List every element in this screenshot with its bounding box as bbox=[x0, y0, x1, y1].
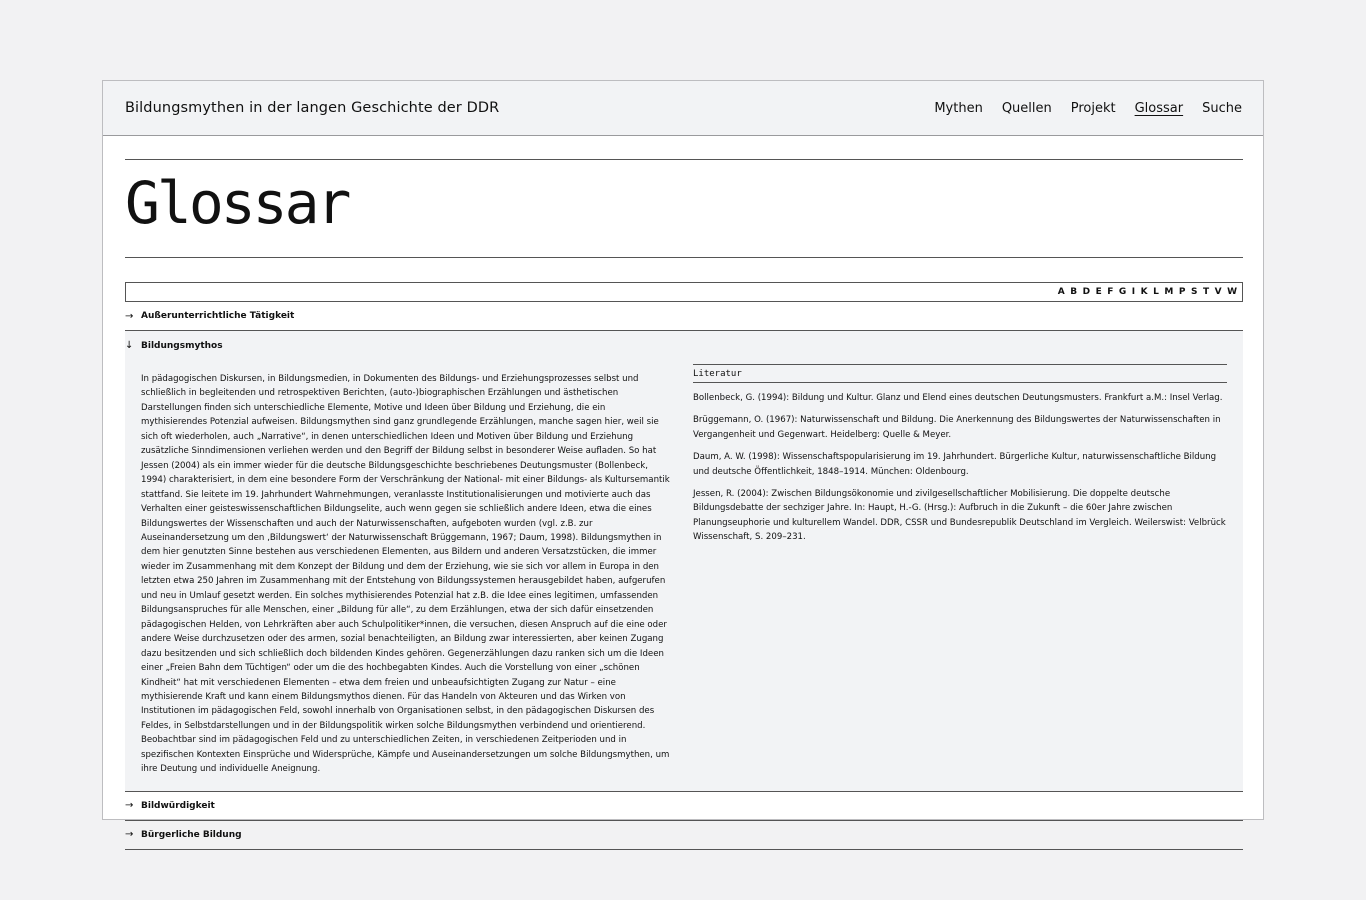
alphabet-letter[interactable]: F bbox=[1107, 287, 1114, 297]
entry-label: Bürgerliche Bildung bbox=[141, 829, 242, 840]
literature-item: Bollenbeck, G. (1994): Bildung und Kultur. Glanz und Elend eines deutschen Deutungsmusters. Frankfurt a.M.: Insel Verlag. bbox=[693, 393, 1223, 403]
site-title[interactable]: Bildungsmythen in der langen Geschichte der DDR bbox=[125, 100, 500, 116]
entry-label: Bildwürdigkeit bbox=[141, 800, 215, 811]
nav-projekt[interactable]: Projekt bbox=[1070, 100, 1116, 116]
glossary-entry[interactable] bbox=[125, 821, 1243, 850]
glossary-entry[interactable] bbox=[125, 302, 1243, 331]
arrow-right-icon: → bbox=[125, 800, 134, 812]
entry-body bbox=[125, 360, 1243, 791]
entry-definition: In pädagogischen Diskursen, in Bildungsmedien, in Dokumenten des Bildungs- und Erziehungsprozesses selbst und schließlich in begleitenden und retrospektiven Berichten, (auto-)biographischen Erzählungen und ästhetischen Darstellungen finden sich unterschiedliche Elemente, Motive und Ideen über Bildung und Erziehung, die ein mythisierendes Potenzial aufweisen. Bildungsmythen sind ganz grundlegende Erzählungen, manche sagen hier, weil sie sich oft wiederholen, auch „Narrative“, in denen unterschiedlichen Ideen und Motiven über Bildung und Erziehung zusätzliche Sinndimensionen verliehen werden und den Begriff der Bildung selbst in besonderer Weise aufladen. So hat Jessen (2004) als ein immer wieder für die deutsche Bildungsgeschichte beschriebenes Deutungsmuster (Bollenbeck, 1994) charakterisiert, in dem eine besondere Form der Verschränkung der National- mit einer Bildungs- als Kultursemantik stattfand. Sie leitete im 19. Jahrhundert Wahrnehmungen, veranlasste Institutionalisierungen und motivierte auch das Verhalten einer geisteswissenschaftlichen Bildungselite, auch wenn gegen sie schließlich andere Ideen, etwa die eines Bildungswertes der Wissenschaften und auch der Naturwissenschaften, aufgeboten wurden (vgl. z.B. zur Auseinandersetzung um den ‚Bildungswert‘ der Naturwissenschaft Brüggemann, 1967; Daum, 1998). Bildungsmythen in dem hier genutzten Sinne bestehen aus verschiedenen Elementen, aus Bildern und anderen Versatzstücken, die immer wieder im Zusammenhang mit dem Konzept der Bildung und dem der Erziehung, wie sie sich vor allem in Europa in den letzten etwa 250 Jahren im Zusammenhang mit der Entstehung von Bildungssystemen herausgebildet haben, aufgerufen und neu in Umlauf gesetzt werden. Ein solches mythisierendes Potenzial hat z.B. die Idee eines legitimen, umfassenden Bildungsanspruches für alle Menschen, einer „Bildung für alle“, zu dem Erzählungen, etwa der sich dafür einsetzenden pädagogischen Helden, von Lehrkräften aber auch Schulpolitiker*innen, die versuchen, diesen Anspruch auf die eine oder andere Weise durchzusetzen oder des armen, sozial benachteiligten, an Bildung zwar interessierten, aber keinen Zugang dazu besitzenden und sich schließlich doch bildenden Kindes gehören. Gegenerzählungen dazu ranken sich um die Ideen einer „Freien Bahn dem Tüchtigen“ oder um die des hochbegabten Kindes. Auch die Vorstellung von einer „schönen Kindheit“ hat mit verschiedenen Elementen – etwa dem freien und unbeaufsichtigten Zugang zur Natur – eine mythisierende Kraft und kann einem Bildungsmythos dienen. Für das Handeln von Akteuren und das Wirken von Institutionen im pädagogischen Feld, sowohl innerhalb von Organisationen selbst, in den pädagogischen Diskursen des Feldes, in Selbstdarstellungen und in der Bildungspolitik wirken solche Bildungsmythen verbindend und orientierend. Beobachtbar sind im pädagogischen Feld und zu unterschiedlichen Zeiten, in verschiedenen Zeitperioden und in spezifischen Kontexten Einsprüche und Widersprüche, Kämpfe und Auseinandersetzungen um solche Bildungsmythen, um ihre Deutung und individuelle Aneignung. bbox=[141, 374, 670, 775]
alphabet-letter[interactable]: T bbox=[1202, 287, 1210, 297]
site-header bbox=[103, 81, 1263, 136]
glossary-entry-expanded bbox=[125, 331, 1243, 792]
main-content bbox=[103, 159, 1263, 850]
alphabet-letter[interactable]: G bbox=[1118, 287, 1127, 297]
nav-glossar[interactable]: Glossar bbox=[1134, 100, 1184, 116]
alphabet-letter[interactable]: W bbox=[1227, 287, 1237, 297]
glossary-entry[interactable] bbox=[125, 792, 1243, 821]
alphabet-letter[interactable]: I bbox=[1131, 287, 1136, 297]
nav-suche[interactable]: Suche bbox=[1202, 100, 1242, 116]
browser-frame bbox=[102, 80, 1264, 841]
page-title: Glossar bbox=[125, 169, 349, 237]
arrow-down-icon: ↓ bbox=[125, 340, 134, 351]
arrow-right-icon: → bbox=[125, 829, 134, 841]
nav-mythen[interactable]: Mythen bbox=[934, 100, 983, 116]
entry-label: Bildungsmythos bbox=[141, 340, 223, 351]
alphabet-letter[interactable]: A bbox=[1057, 287, 1065, 297]
alphabet-letter[interactable]: M bbox=[1164, 287, 1174, 297]
alphabet-letter[interactable]: K bbox=[1140, 287, 1148, 297]
literature-item: Brüggemann, O. (1967): Naturwissenschaft und Bildung. Die Anerkennung des Bildungswertes der Naturwissenschaften in Vergangenheit und Gegenwart. Heidelberg: Quelle & Meyer. bbox=[693, 415, 1221, 440]
literature-section bbox=[693, 360, 1227, 777]
alphabet-letter[interactable]: P bbox=[1178, 287, 1186, 297]
main-nav bbox=[934, 101, 1242, 116]
title-block bbox=[125, 159, 1243, 258]
alphabet-letter[interactable]: L bbox=[1153, 287, 1159, 297]
literature-heading: Literatur bbox=[693, 364, 1227, 383]
entry-label: Außerunterrichtliche Tätigkeit bbox=[141, 311, 295, 321]
alphabet-letter[interactable]: E bbox=[1095, 287, 1102, 297]
alphabet-index bbox=[125, 282, 1243, 302]
alphabet-letter[interactable]: D bbox=[1082, 287, 1091, 297]
alphabet-letter[interactable]: B bbox=[1070, 287, 1078, 297]
nav-quellen[interactable]: Quellen bbox=[1001, 100, 1052, 116]
literature-item: Jessen, R. (2004): Zwischen Bildungsökonomie und zivilgesellschaftlicher Mobilisierung. Die doppelte deutsche Bildungsdebatte der sechziger Jahre. In: Haupt, H.-G. (Hrsg.): Aufbruch in die Zukunft – die 60er Jahre zwischen Planungseuphorie und kulturellem Wandel. DDR, CSSR und Bundesrepublik Deutschland im Vergleich. Weilerswist: Velbrück Wissenschaft, S. 209–231. bbox=[693, 489, 1226, 543]
glossary-entry[interactable] bbox=[125, 331, 1243, 360]
alphabet-letter[interactable]: S bbox=[1190, 287, 1198, 297]
literature-item: Daum, A. W. (1998): Wissenschaftspopularisierung im 19. Jahrhundert. Bürgerliche Kultur, naturwissenschaftliche Bildung und deutsche Öffentlichkeit, 1848–1914. München: Oldenbourg. bbox=[693, 452, 1217, 477]
alphabet-letter[interactable]: V bbox=[1214, 287, 1222, 297]
arrow-right-icon: → bbox=[125, 310, 134, 322]
